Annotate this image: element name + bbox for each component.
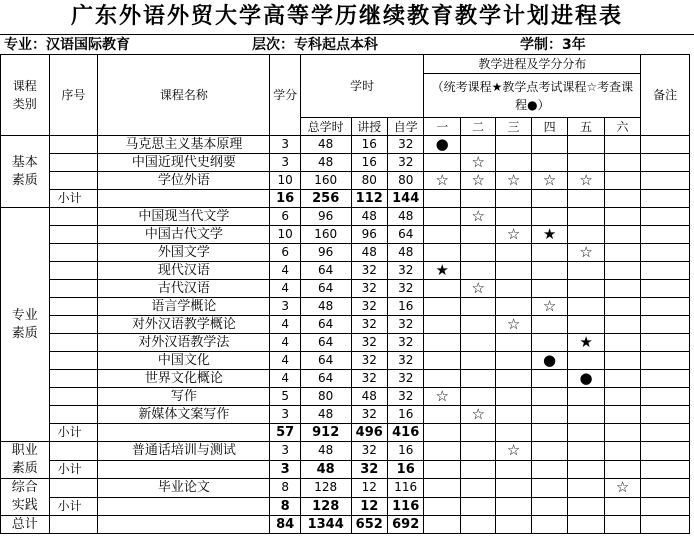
seq-cell [49, 244, 98, 262]
subtotal-label: 小计 [49, 497, 98, 516]
term-4-mark [531, 316, 567, 334]
table-row [1, 172, 690, 190]
term-5-mark [568, 136, 604, 154]
term-1-mark [424, 298, 460, 316]
term-1-mark [424, 208, 460, 226]
total-hours-cell: 48 [300, 406, 351, 424]
table-row [1, 406, 690, 424]
total-hours-cell: 96 [300, 244, 351, 262]
remark-cell [641, 262, 690, 280]
term-3-mark [496, 370, 531, 388]
term-4-mark [531, 388, 567, 406]
seq-cell [49, 334, 98, 352]
total-self-study: 692 [387, 516, 424, 534]
term-3-mark [496, 352, 531, 370]
lecture-cell: 48 [351, 388, 387, 406]
term-5-mark: ☆ [568, 244, 604, 262]
table-row [1, 388, 690, 406]
course-name: 写作 [98, 388, 270, 406]
table-row [1, 352, 690, 370]
term-3-mark: ☆ [496, 172, 531, 190]
subtotal-lecture: 12 [351, 497, 387, 516]
seq-cell [49, 172, 98, 190]
total-hours-cell: 160 [300, 172, 351, 190]
total-total-hours: 1344 [300, 516, 351, 534]
lecture-cell: 32 [351, 316, 387, 334]
term-6-mark [604, 208, 641, 226]
lecture-cell: 32 [351, 262, 387, 280]
total-row [1, 516, 690, 534]
term-5-mark [568, 298, 604, 316]
term-6-mark [604, 154, 641, 172]
term-1-mark: ★ [424, 262, 460, 280]
remark-cell [641, 442, 690, 461]
category-cell [1, 479, 50, 516]
total-hours-cell: 64 [300, 334, 351, 352]
credit-cell: 8 [270, 479, 300, 498]
credit-cell: 10 [270, 172, 300, 190]
seq-cell [49, 406, 98, 424]
remark-cell [641, 280, 690, 298]
total-credit: 84 [270, 516, 300, 534]
term-5-mark [568, 262, 604, 280]
course-name: 马克思主义基本原理 [98, 136, 270, 154]
self-study-cell: 48 [387, 244, 424, 262]
header-progress: 教学进程及学分分布 [424, 55, 641, 74]
category-label: 基本素质 [11, 154, 38, 188]
seq-cell [49, 352, 98, 370]
term-1-mark [424, 280, 460, 298]
seq-cell [49, 388, 98, 406]
term-6-mark [604, 316, 641, 334]
subtotal-row [1, 460, 690, 479]
table-row [1, 442, 690, 461]
term-5-mark [568, 442, 604, 461]
course-name: 中国文化 [98, 352, 270, 370]
term-5-mark [568, 280, 604, 298]
self-study-cell: 32 [387, 370, 424, 388]
term-3-mark [496, 208, 531, 226]
seq-cell [49, 136, 98, 154]
term-6-mark [604, 262, 641, 280]
remark-cell [641, 388, 690, 406]
remark-cell [641, 316, 690, 334]
total-hours-cell: 64 [300, 262, 351, 280]
self-study-cell: 16 [387, 406, 424, 424]
category-cell [1, 136, 50, 208]
term-6-mark [604, 334, 641, 352]
term-6-mark [604, 352, 641, 370]
header-term-4: 四 [531, 118, 567, 136]
term-2-mark: ☆ [460, 208, 495, 226]
seq-cell [49, 479, 98, 498]
lecture-cell: 48 [351, 244, 387, 262]
term-4-mark [531, 442, 567, 461]
term-3-mark: ☆ [496, 316, 531, 334]
course-name: 毕业论文 [98, 479, 270, 498]
term-6-mark [604, 388, 641, 406]
term-6-mark [604, 280, 641, 298]
credit-cell: 3 [270, 154, 300, 172]
header-name: 课程名称 [98, 55, 270, 136]
remark-cell [641, 406, 690, 424]
term-1-mark [424, 406, 460, 424]
remark-cell [641, 226, 690, 244]
total-lecture: 652 [351, 516, 387, 534]
lecture-cell: 12 [351, 479, 387, 498]
subtotal-total-hours: 128 [300, 497, 351, 516]
term-6-mark [604, 298, 641, 316]
subtotal-row [1, 497, 690, 516]
table-row [1, 208, 690, 226]
seq-cell [49, 226, 98, 244]
term-2-mark [460, 388, 495, 406]
term-2-mark [460, 479, 495, 498]
term-4-mark: ● [531, 352, 567, 370]
subtotal-label: 小计 [49, 190, 98, 208]
total-hours-cell: 48 [300, 442, 351, 461]
program-info [0, 34, 694, 55]
table-row [1, 226, 690, 244]
category-label: 专业素质 [11, 307, 38, 341]
self-study-cell: 16 [387, 298, 424, 316]
lecture-cell: 32 [351, 334, 387, 352]
subtotal-self-study: 416 [387, 424, 424, 442]
term-2-mark: ☆ [460, 280, 495, 298]
remark-cell [641, 136, 690, 154]
term-5-mark [568, 388, 604, 406]
subtotal-credit: 16 [270, 190, 300, 208]
term-1-mark [424, 352, 460, 370]
term-1-mark [424, 334, 460, 352]
lecture-cell: 32 [351, 298, 387, 316]
term-3-mark [496, 298, 531, 316]
term-2-mark [460, 352, 495, 370]
term-4-mark [531, 334, 567, 352]
term-1-mark [424, 479, 460, 498]
table-row [1, 370, 690, 388]
lecture-cell: 80 [351, 172, 387, 190]
course-name: 对外汉语教学概论 [98, 316, 270, 334]
term-4-mark [531, 479, 567, 498]
term-6-mark [604, 226, 641, 244]
lecture-cell: 96 [351, 226, 387, 244]
header-term-3: 三 [496, 118, 531, 136]
term-2-mark [460, 370, 495, 388]
term-1-mark: ☆ [424, 388, 460, 406]
term-1-mark [424, 226, 460, 244]
self-study-cell: 32 [387, 352, 424, 370]
major-label: 专业：汉语国际教育 [4, 37, 130, 53]
term-2-mark [460, 226, 495, 244]
subtotal-label: 小计 [49, 424, 98, 442]
table-row [1, 136, 690, 154]
subtotal-self-study: 16 [387, 460, 424, 479]
term-5-mark: ● [568, 370, 604, 388]
subtotal-credit: 57 [270, 424, 300, 442]
total-hours-cell: 160 [300, 226, 351, 244]
seq-cell [49, 316, 98, 334]
term-2-mark [460, 262, 495, 280]
credit-cell: 3 [270, 136, 300, 154]
term-2-mark [460, 334, 495, 352]
self-study-cell: 32 [387, 154, 424, 172]
category-cell [1, 208, 50, 442]
credit-cell: 3 [270, 298, 300, 316]
category-label: 职业素质 [11, 443, 38, 476]
lecture-cell: 32 [351, 352, 387, 370]
term-4-mark [531, 370, 567, 388]
remark-cell [641, 298, 690, 316]
term-3-mark [496, 262, 531, 280]
total-hours-cell: 80 [300, 388, 351, 406]
lecture-cell: 32 [351, 406, 387, 424]
term-2-mark [460, 316, 495, 334]
duration-label: 学制：3年 [520, 37, 586, 53]
lecture-cell: 32 [351, 280, 387, 298]
term-2-mark: ☆ [460, 406, 495, 424]
total-hours-cell: 64 [300, 316, 351, 334]
header-remark: 备注 [641, 55, 690, 136]
self-study-cell: 48 [387, 208, 424, 226]
remark-cell [641, 154, 690, 172]
course-name: 中国现当代文学 [98, 208, 270, 226]
total-hours-cell: 48 [300, 136, 351, 154]
term-4-mark [531, 208, 567, 226]
term-2-mark: ☆ [460, 172, 495, 190]
term-6-mark [604, 406, 641, 424]
category-label: 综合实践 [11, 480, 38, 513]
course-name: 中国近现代史纲要 [98, 154, 270, 172]
course-name: 语言学概论 [98, 298, 270, 316]
course-name: 现代汉语 [98, 262, 270, 280]
subtotal-credit: 3 [270, 460, 300, 479]
term-5-mark [568, 316, 604, 334]
seq-cell [49, 280, 98, 298]
term-1-mark [424, 316, 460, 334]
subtotal-lecture: 32 [351, 460, 387, 479]
self-study-cell: 64 [387, 226, 424, 244]
self-study-cell: 32 [387, 334, 424, 352]
course-name: 中国古代文学 [98, 226, 270, 244]
credit-cell: 5 [270, 388, 300, 406]
remark-cell [641, 172, 690, 190]
total-hours-cell: 48 [300, 298, 351, 316]
subtotal-total-hours: 256 [300, 190, 351, 208]
header-self-study: 自学 [387, 118, 424, 136]
term-4-mark [531, 262, 567, 280]
term-5-mark [568, 352, 604, 370]
term-2-mark [460, 244, 495, 262]
seq-cell [49, 262, 98, 280]
header-legend: （统考课程★教学点考试课程☆考查课程●） [424, 74, 641, 118]
term-5-mark [568, 406, 604, 424]
header-term-6: 六 [604, 118, 641, 136]
subtotal-total-hours: 48 [300, 460, 351, 479]
remark-cell [641, 352, 690, 370]
term-1-mark [424, 442, 460, 461]
remark-cell [641, 244, 690, 262]
lecture-cell: 16 [351, 136, 387, 154]
total-hours-cell: 64 [300, 280, 351, 298]
subtotal-credit: 8 [270, 497, 300, 516]
header-seq: 序号 [49, 55, 98, 136]
term-4-mark [531, 136, 567, 154]
table-row [1, 316, 690, 334]
term-6-mark [604, 244, 641, 262]
credit-cell: 3 [270, 442, 300, 461]
header-hours: 学时 [300, 55, 424, 118]
subtotal-total-hours: 912 [300, 424, 351, 442]
self-study-cell: 32 [387, 280, 424, 298]
seq-cell [49, 154, 98, 172]
lecture-cell: 48 [351, 208, 387, 226]
subtotal-row [1, 190, 690, 208]
term-6-mark [604, 172, 641, 190]
subtotal-lecture: 112 [351, 190, 387, 208]
term-3-mark: ☆ [496, 226, 531, 244]
self-study-cell: 116 [387, 479, 424, 498]
credit-cell: 4 [270, 334, 300, 352]
subtotal-self-study: 116 [387, 497, 424, 516]
term-4-mark: ☆ [531, 298, 567, 316]
term-3-mark [496, 136, 531, 154]
term-1-mark [424, 370, 460, 388]
term-3-mark [496, 154, 531, 172]
term-5-mark [568, 154, 604, 172]
term-5-mark [568, 479, 604, 498]
term-1-mark: ☆ [424, 172, 460, 190]
table-row [1, 479, 690, 498]
seq-cell [49, 370, 98, 388]
subtotal-self-study: 144 [387, 190, 424, 208]
term-4-mark: ★ [531, 226, 567, 244]
term-1-mark [424, 154, 460, 172]
credit-cell: 10 [270, 226, 300, 244]
total-hours-cell: 64 [300, 352, 351, 370]
page-title: 广东外语外贸大学高等学历继续教育教学计划进程表 [70, 4, 623, 29]
self-study-cell: 32 [387, 262, 424, 280]
self-study-cell: 80 [387, 172, 424, 190]
header-term-1: 一 [424, 118, 460, 136]
header-total-hours: 总学时 [300, 118, 351, 136]
course-name: 世界文化概论 [98, 370, 270, 388]
total-hours-cell: 96 [300, 208, 351, 226]
term-3-mark [496, 479, 531, 498]
term-2-mark: ☆ [460, 154, 495, 172]
term-5-mark: ☆ [568, 172, 604, 190]
remark-cell [641, 370, 690, 388]
self-study-cell: 16 [387, 442, 424, 461]
total-label: 总计 [1, 516, 50, 534]
term-2-mark [460, 298, 495, 316]
course-name: 对外汉语教学法 [98, 334, 270, 352]
total-hours-cell: 64 [300, 370, 351, 388]
term-2-mark [460, 136, 495, 154]
seq-cell [49, 442, 98, 461]
term-5-mark: ★ [568, 334, 604, 352]
total-hours-cell: 128 [300, 479, 351, 498]
term-3-mark [496, 334, 531, 352]
term-6-mark: ☆ [604, 479, 641, 498]
credit-cell: 4 [270, 280, 300, 298]
term-4-mark [531, 244, 567, 262]
self-study-cell: 32 [387, 388, 424, 406]
term-3-mark [496, 406, 531, 424]
course-name: 新媒体文案写作 [98, 406, 270, 424]
term-3-mark: ☆ [496, 442, 531, 461]
lecture-cell: 16 [351, 154, 387, 172]
table-row [1, 244, 690, 262]
header-term-5: 五 [568, 118, 604, 136]
seq-cell [49, 208, 98, 226]
credit-cell: 4 [270, 316, 300, 334]
term-5-mark [568, 208, 604, 226]
course-name: 外国文学 [98, 244, 270, 262]
course-name: 古代汉语 [98, 280, 270, 298]
category-cell [1, 442, 50, 479]
curriculum-table [0, 54, 690, 534]
term-2-mark [460, 442, 495, 461]
credit-cell: 4 [270, 370, 300, 388]
term-3-mark [496, 244, 531, 262]
header-term-2: 二 [460, 118, 495, 136]
table-row [1, 280, 690, 298]
self-study-cell: 32 [387, 316, 424, 334]
term-6-mark [604, 136, 641, 154]
credit-cell: 4 [270, 352, 300, 370]
remark-cell [641, 479, 690, 498]
seq-cell [49, 298, 98, 316]
term-6-mark [604, 442, 641, 461]
table-row [1, 262, 690, 280]
header-lecture: 讲授 [351, 118, 387, 136]
self-study-cell: 32 [387, 136, 424, 154]
table-row [1, 298, 690, 316]
header-category: 课程类别 [1, 55, 50, 136]
term-1-mark [424, 244, 460, 262]
term-3-mark [496, 280, 531, 298]
term-5-mark [568, 226, 604, 244]
credit-cell: 3 [270, 406, 300, 424]
term-4-mark [531, 154, 567, 172]
lecture-cell: 32 [351, 370, 387, 388]
term-1-mark: ● [424, 136, 460, 154]
course-name: 学位外语 [98, 172, 270, 190]
lecture-cell: 32 [351, 442, 387, 461]
subtotal-lecture: 496 [351, 424, 387, 442]
remark-cell [641, 208, 690, 226]
table-row [1, 154, 690, 172]
table-row [1, 334, 690, 352]
header-credit: 学分 [270, 55, 300, 136]
term-4-mark: ☆ [531, 172, 567, 190]
subtotal-label: 小计 [49, 460, 98, 479]
course-name: 普通话培训与测试 [98, 442, 270, 461]
total-hours-cell: 48 [300, 154, 351, 172]
credit-cell: 4 [270, 262, 300, 280]
term-4-mark [531, 406, 567, 424]
term-4-mark [531, 280, 567, 298]
credit-cell: 6 [270, 208, 300, 226]
term-6-mark [604, 370, 641, 388]
term-3-mark [496, 388, 531, 406]
remark-cell [641, 334, 690, 352]
subtotal-row [1, 424, 690, 442]
credit-cell: 6 [270, 244, 300, 262]
level-label: 层次：专科起点本科 [252, 37, 378, 53]
